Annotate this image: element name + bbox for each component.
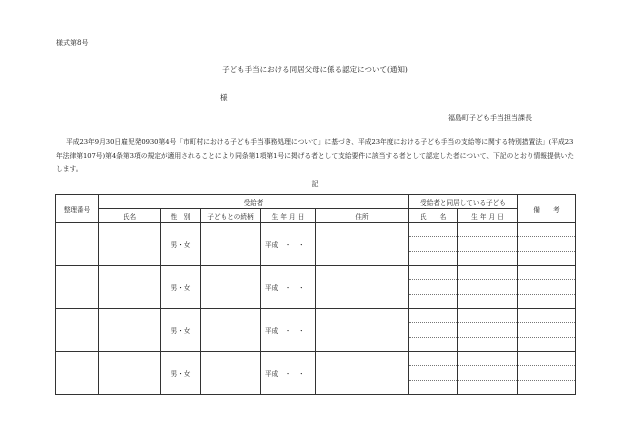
- birth-cell[interactable]: 平成 ・ ・: [261, 266, 316, 309]
- col-child-name: 氏 名: [409, 209, 458, 223]
- seiri-cell[interactable]: [56, 266, 99, 309]
- col-relation: 子どもとの続柄: [201, 209, 261, 223]
- child-birth-cell[interactable]: [458, 352, 518, 395]
- name-cell[interactable]: [99, 266, 161, 309]
- child-birth-cell[interactable]: [458, 266, 518, 309]
- birth-cell[interactable]: 平成 ・ ・: [261, 352, 316, 395]
- address-cell[interactable]: [316, 223, 409, 266]
- seiri-cell[interactable]: [56, 309, 99, 352]
- document-title: 子ども手当における同居父母に係る認定について(通知): [222, 65, 408, 74]
- name-cell[interactable]: [99, 309, 161, 352]
- birth-cell[interactable]: 平成 ・ ・: [261, 309, 316, 352]
- child-name-cell[interactable]: [409, 266, 458, 309]
- seiri-cell[interactable]: [56, 352, 99, 395]
- biko-cell[interactable]: [518, 266, 576, 309]
- ki-heading: 記: [311, 180, 319, 188]
- child-name-cell[interactable]: [409, 223, 458, 266]
- child-birth-cell[interactable]: [458, 223, 518, 266]
- name-cell[interactable]: [99, 223, 161, 266]
- header-biko: 備 考: [518, 195, 576, 223]
- relation-cell[interactable]: [201, 223, 261, 266]
- col-name: 氏名: [99, 209, 161, 223]
- header-seiri: 整理番号: [56, 195, 99, 223]
- table-row: [56, 223, 576, 266]
- child-birth-cell[interactable]: [458, 309, 518, 352]
- table-row: [56, 309, 576, 352]
- biko-cell[interactable]: [518, 223, 576, 266]
- sex-cell[interactable]: 男・女: [161, 309, 201, 352]
- child-name-cell[interactable]: [409, 309, 458, 352]
- sex-cell[interactable]: 男・女: [161, 352, 201, 395]
- seiri-cell[interactable]: [56, 223, 99, 266]
- table-row: [56, 266, 576, 309]
- header-doukyo: 受給者と同居している子ども: [409, 195, 518, 209]
- info-table: [55, 194, 576, 395]
- address-cell[interactable]: [316, 309, 409, 352]
- sender: 福島町子ども手当担当課長: [448, 114, 532, 122]
- address-cell[interactable]: [316, 266, 409, 309]
- col-address: 住所: [316, 209, 409, 223]
- addressee-suffix: 様: [220, 93, 228, 102]
- relation-cell[interactable]: [201, 352, 261, 395]
- sex-cell[interactable]: 男・女: [161, 266, 201, 309]
- child-name-cell[interactable]: [409, 352, 458, 395]
- relation-cell[interactable]: [201, 266, 261, 309]
- form-number: 様式第8号: [56, 39, 89, 47]
- biko-cell[interactable]: [518, 352, 576, 395]
- body-paragraph: 平成23年9月30日雇児発0930第4号「市町村における子ども手当事務処理について」に基づき、平成23年度における子ども手当の支給等に関する特別措置法」(平成23年法律第107号)第4条第3項の規定が適用されることにより同条第1項第1号に掲げる者として支給要件に該当する者として認定した者について、下記のとおり情報提供いたします。: [56, 138, 575, 173]
- biko-cell[interactable]: [518, 309, 576, 352]
- sex-cell[interactable]: 男・女: [161, 223, 201, 266]
- address-cell[interactable]: [316, 352, 409, 395]
- relation-cell[interactable]: [201, 309, 261, 352]
- header-jukyusha: 受給者: [99, 195, 409, 209]
- birth-cell[interactable]: 平成 ・ ・: [261, 223, 316, 266]
- table-row: [56, 352, 576, 395]
- col-birth: 生 年 月 日: [261, 209, 316, 223]
- col-sex: 性 別: [161, 209, 201, 223]
- name-cell[interactable]: [99, 352, 161, 395]
- col-child-birth: 生 年 月 日: [458, 209, 518, 223]
